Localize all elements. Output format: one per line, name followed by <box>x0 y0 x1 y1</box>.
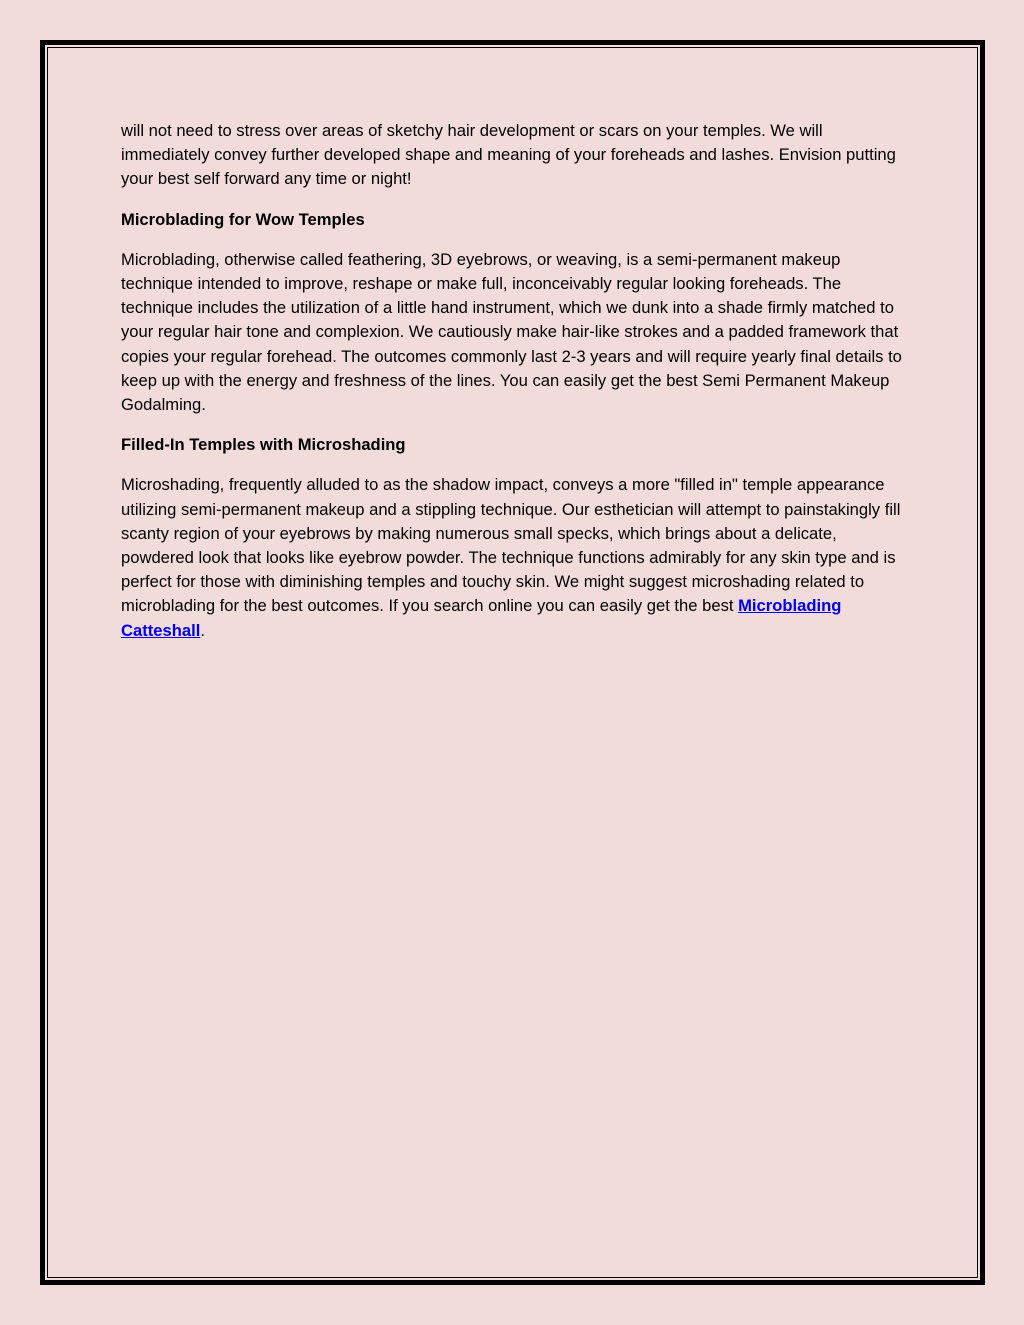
section-heading-microblading: Microblading for Wow Temples <box>121 209 365 229</box>
section-heading-microshading: Filled-In Temples with Microshading <box>121 435 406 455</box>
microshading-paragraph-end: . <box>200 620 205 640</box>
document-body <box>121 119 911 659</box>
intro-paragraph: will not need to stress over areas of sketchy hair development or scars on your temples. We will immediately convey further developed shape and meaning of your foreheads and lashes. Envision putting your best self forward any time or night! <box>121 121 896 189</box>
microblading-catteshall-link[interactable]: Microblading Catteshall <box>121 596 842 640</box>
microshading-paragraph <box>121 473 911 642</box>
microshading-paragraph-text: Microshading, frequently alluded to as the shadow impact, conveys a more "filled in" temple appearance utilizing semi-permanent makeup and a stippling technique. Our esthetician will attempt to painstakingly fill scanty region of your eyebrows by making numerous small specks, which brings about a delicate, powdered look that looks like eyebrow powder. The technique functions admirably for any skin type and is perfect for those with diminishing temples and touchy skin. We might suggest microshading related to microblading for the best outcomes. If you search online you can easily get the best <box>121 475 901 616</box>
microblading-paragraph: Microblading, otherwise called feathering, 3D eyebrows, or weaving, is a semi-permanent makeup technique intended to improve, reshape or make full, inconceivably regular looking foreheads. The technique includes the utilization of a little hand instrument, which we dunk into a shade firmly matched to your regular hair tone and complexion. We cautiously make hair-like strokes and a padded framework that copies your regular forehead. The outcomes commonly last 2-3 years and will require yearly final details to keep up with the energy and freshness of the lines. You can easily get the best Semi Permanent Makeup Godalming. <box>121 249 902 415</box>
